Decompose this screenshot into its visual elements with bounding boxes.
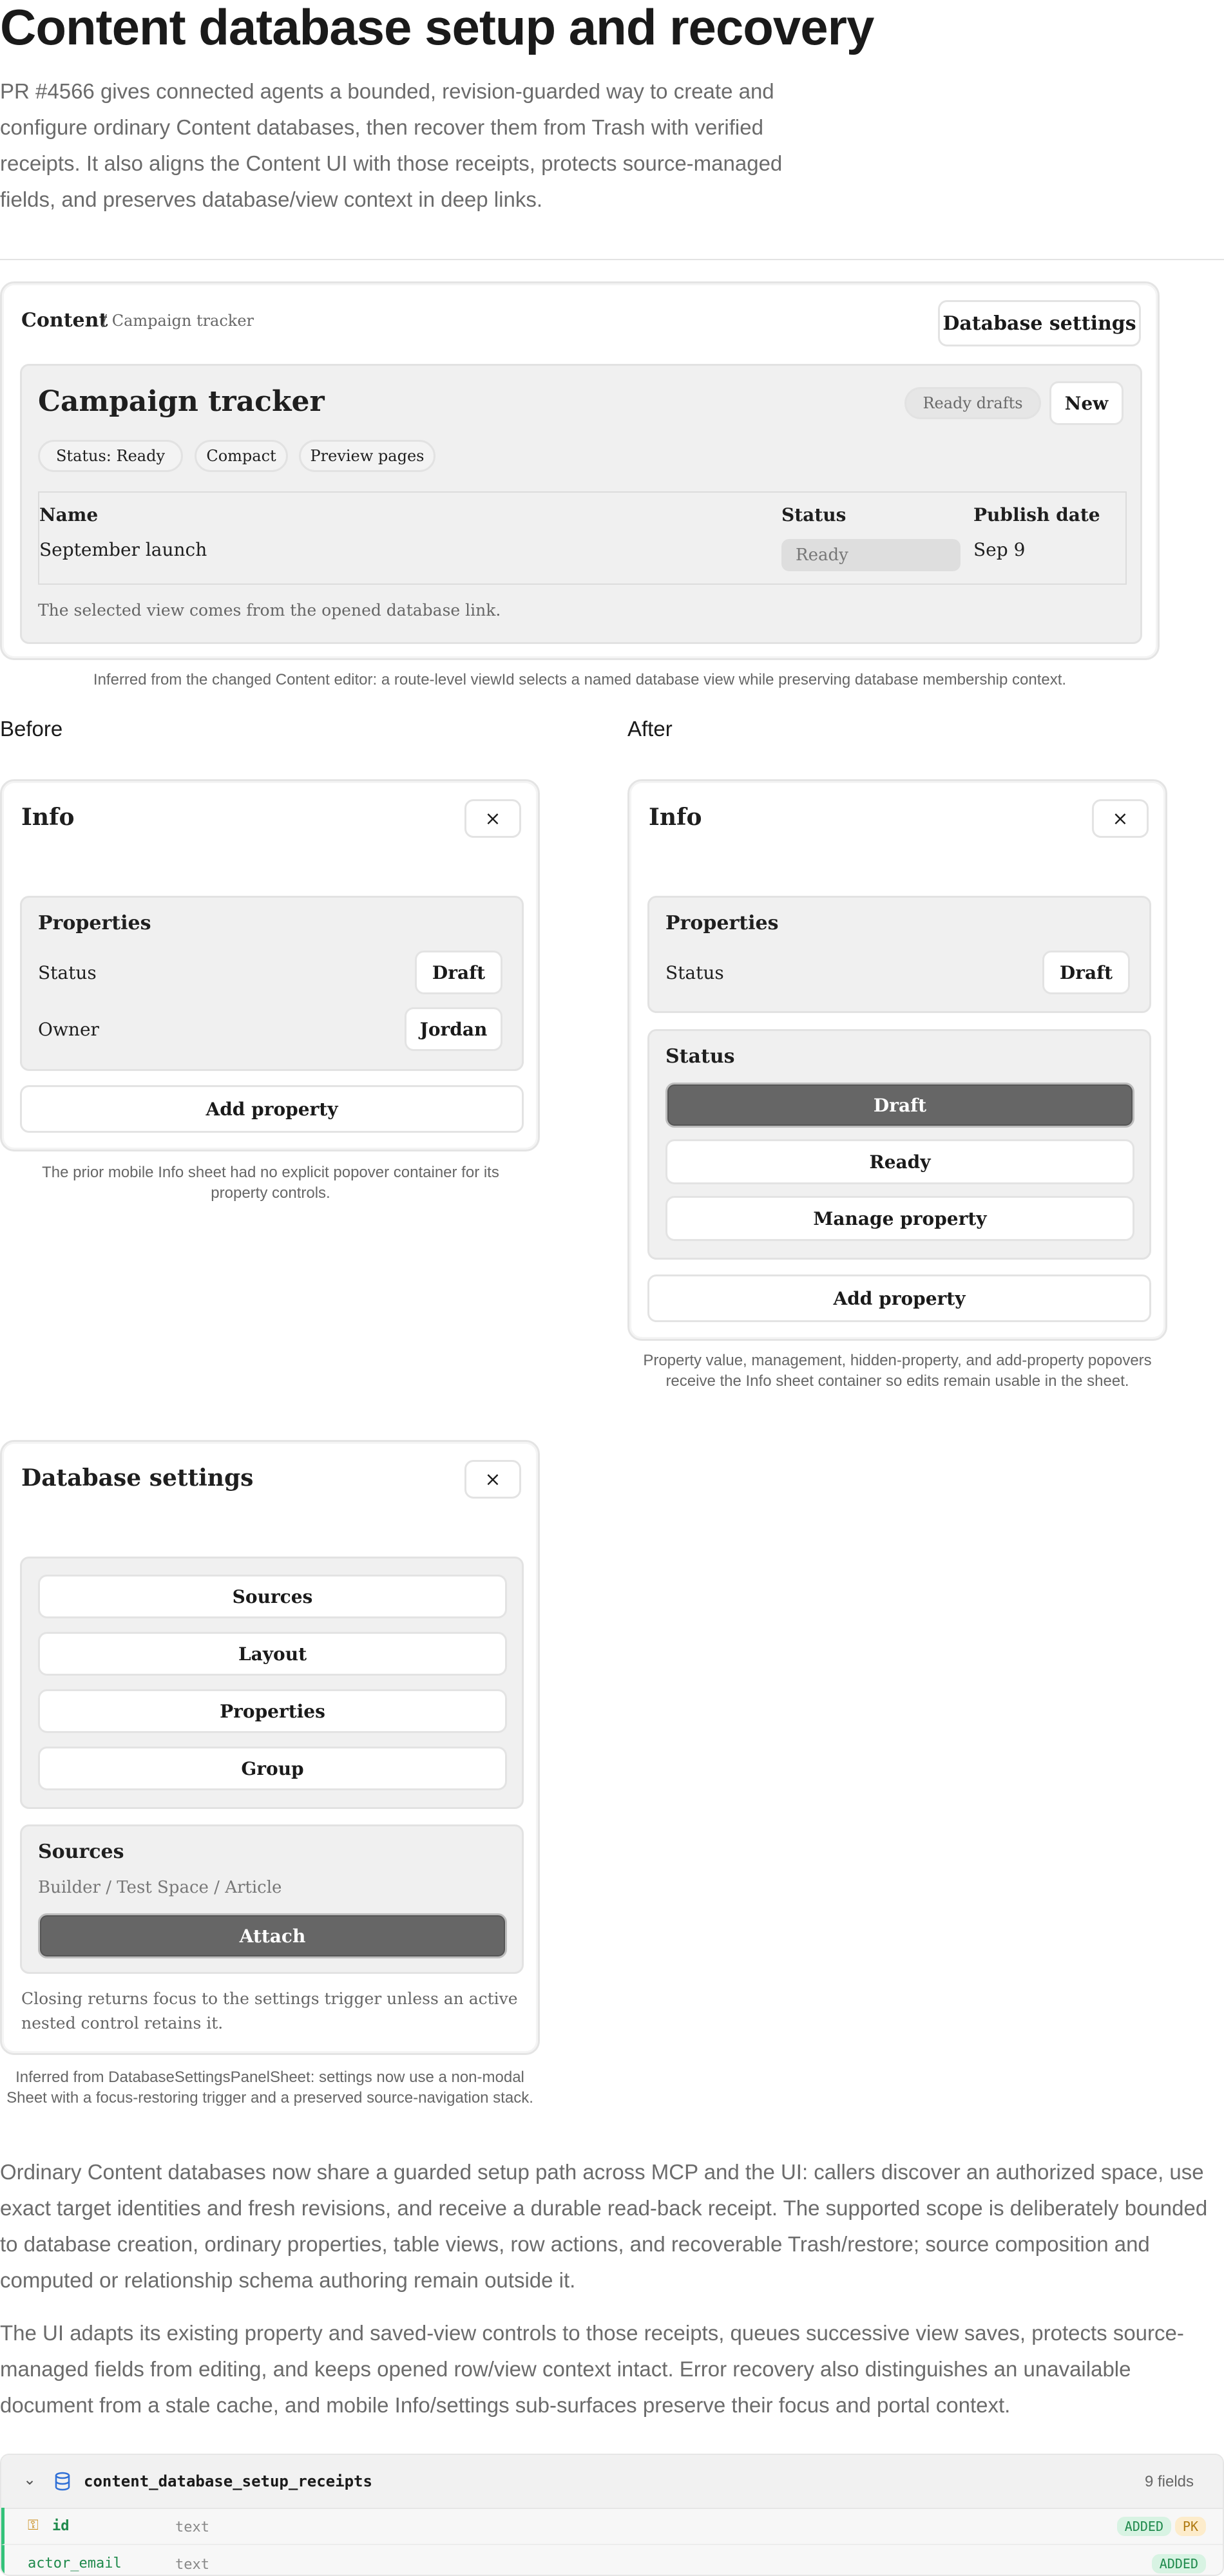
settings-menu-group[interactable]: Group <box>38 1747 507 1790</box>
database-settings-button[interactable]: Database settings <box>938 300 1141 346</box>
settings-menu-sources[interactable]: Sources <box>38 1575 507 1618</box>
schema-header[interactable] <box>1 2455 1223 2509</box>
after-info-sheet <box>627 779 1167 1341</box>
schema-table <box>0 2454 1224 2576</box>
breadcrumb-root[interactable]: Content <box>21 309 108 332</box>
view-footnote: The selected view comes from the opened database link. <box>38 601 501 620</box>
after-caption: Property value, management, hidden-property, and add-property popovers receive the Info sheet container so edits remain usable in the sheet. <box>643 1352 1152 1390</box>
settings-caption: Inferred from DatabaseSettingsPanelSheet: settings now use a non-modal Sheet with a focus-restoring trigger and a preserved source-navigation stack. <box>6 2069 533 2107</box>
properties-card <box>647 896 1151 1013</box>
schema-table-name: content_database_setup_receipts <box>84 2472 372 2490</box>
field-type: text <box>175 2557 209 2573</box>
settings-sheet-title: Database settings <box>21 1464 254 1492</box>
pk-badge: PK <box>1175 2517 1206 2536</box>
database-settings-sheet <box>0 1440 540 2055</box>
breadcrumb-current: / Campaign tracker <box>102 312 254 330</box>
filter-compact[interactable]: Compact <box>195 440 288 472</box>
info-sheet-title: Info <box>21 804 75 831</box>
new-button[interactable]: New <box>1049 381 1124 425</box>
schema-row[interactable] <box>1 2545 1223 2576</box>
column-header-name: Name <box>39 504 99 526</box>
intro-paragraph: PR #4566 gives connected agents a bounded, revision-guarded way to create and configure ordinary Content databases, then recover them from Trash with verified receipts. It also aligns the Content UI with those receipts, protects source-managed fields, and preserves database/view context in deep links. <box>0 79 783 211</box>
view-chip-ready-drafts[interactable]: Ready drafts <box>904 387 1041 419</box>
add-property-button[interactable]: Add property <box>20 1085 524 1133</box>
sources-heading: Sources <box>38 1841 124 1863</box>
schema-row[interactable] <box>1 2508 1223 2545</box>
status-popover-heading: Status <box>665 1045 735 1068</box>
status-popover <box>647 1029 1151 1260</box>
row-name[interactable]: September launch <box>39 539 207 560</box>
database-icon <box>54 2472 71 2491</box>
manage-property-button[interactable]: Manage property <box>665 1196 1134 1241</box>
column-header-status: Status <box>781 504 846 526</box>
database-title: Campaign tracker <box>38 385 325 418</box>
status-option-draft[interactable]: Draft <box>665 1083 1134 1128</box>
attach-button[interactable]: Attach <box>38 1913 507 1958</box>
field-name: id <box>52 2518 70 2534</box>
content-view-caption: Inferred from the changed Content editor: a route-level viewId selects a named database view while preserving database membership context. <box>93 671 1067 688</box>
sources-path: Builder / Test Space / Article <box>38 1878 282 1897</box>
settings-menu-card <box>20 1557 524 1809</box>
before-info-sheet <box>0 779 540 1151</box>
properties-heading: Properties <box>665 912 779 934</box>
added-badge: ADDED <box>1152 2554 1206 2573</box>
field-type: text <box>175 2519 209 2535</box>
property-label-status: Status <box>38 962 97 983</box>
chevron-down-icon[interactable]: ⌄ <box>23 2471 37 2488</box>
added-badge: ADDED <box>1117 2517 1171 2536</box>
close-icon[interactable]: × <box>1092 799 1149 838</box>
settings-menu-layout[interactable]: Layout <box>38 1632 507 1676</box>
divider <box>0 259 1224 260</box>
properties-heading: Properties <box>38 912 151 934</box>
filter-status[interactable]: Status: Ready <box>38 440 183 472</box>
property-label-owner: Owner <box>38 1019 99 1040</box>
filter-preview-pages[interactable]: Preview pages <box>299 440 435 472</box>
key-icon: ⚿ <box>28 2517 39 2533</box>
property-value-owner[interactable]: Jordan <box>405 1007 502 1051</box>
database-table <box>38 491 1127 585</box>
after-label: After <box>627 717 673 741</box>
summary-paragraph-2: The UI adapts its existing property and saved-view controls to those receipts, queues successive view saves, protects source-managed fields from editing, and keeps opened row/view context intact. Error recovery also distinguishes an unavailable document from a stale cache, and mobile Info/settings sub-surfaces preserve their focus and portal context. <box>0 2321 1184 2417</box>
status-option-ready[interactable]: Ready <box>665 1139 1134 1184</box>
content-view-mock <box>0 281 1160 660</box>
publish-date-cell[interactable]: Sep 9 <box>973 539 1026 560</box>
before-label: Before <box>0 717 63 741</box>
close-icon[interactable]: × <box>464 1460 521 1499</box>
page-title: Content database setup and recovery <box>0 0 874 55</box>
sources-card <box>20 1824 524 1974</box>
status-cell[interactable] <box>781 539 961 571</box>
property-label-status: Status <box>665 962 724 983</box>
property-value-status[interactable]: Draft <box>415 951 502 994</box>
column-header-publish-date: Publish date <box>973 504 1100 526</box>
add-property-button[interactable]: Add property <box>647 1274 1151 1322</box>
field-name: actor_email <box>28 2555 122 2571</box>
settings-focus-note: Closing returns focus to the settings trigger unless an active nested control retains it. <box>21 1989 518 2032</box>
properties-card <box>20 896 524 1071</box>
summary-paragraph-1: Ordinary Content databases now share a guarded setup path across MCP and the UI: callers discover an authorized space, use exact target identities and fresh revisions, and receive a durable read-back receipt. The supported scope is deliberately bounded to database creation, ordinary properties, table views, row actions, and recoverable Trash/restore; source composition and computed or relationship schema authoring remain outside it. <box>0 2160 1208 2292</box>
info-sheet-title: Info <box>649 804 702 831</box>
close-icon[interactable]: × <box>464 799 521 838</box>
schema-field-count: 9 fields <box>1144 2473 1194 2490</box>
database-card <box>20 364 1142 644</box>
before-caption: The prior mobile Info sheet had no explicit popover container for its property controls. <box>42 1164 499 1202</box>
status-cell-value: Ready <box>796 545 848 565</box>
settings-menu-properties[interactable]: Properties <box>38 1689 507 1733</box>
property-value-status[interactable]: Draft <box>1042 951 1130 994</box>
